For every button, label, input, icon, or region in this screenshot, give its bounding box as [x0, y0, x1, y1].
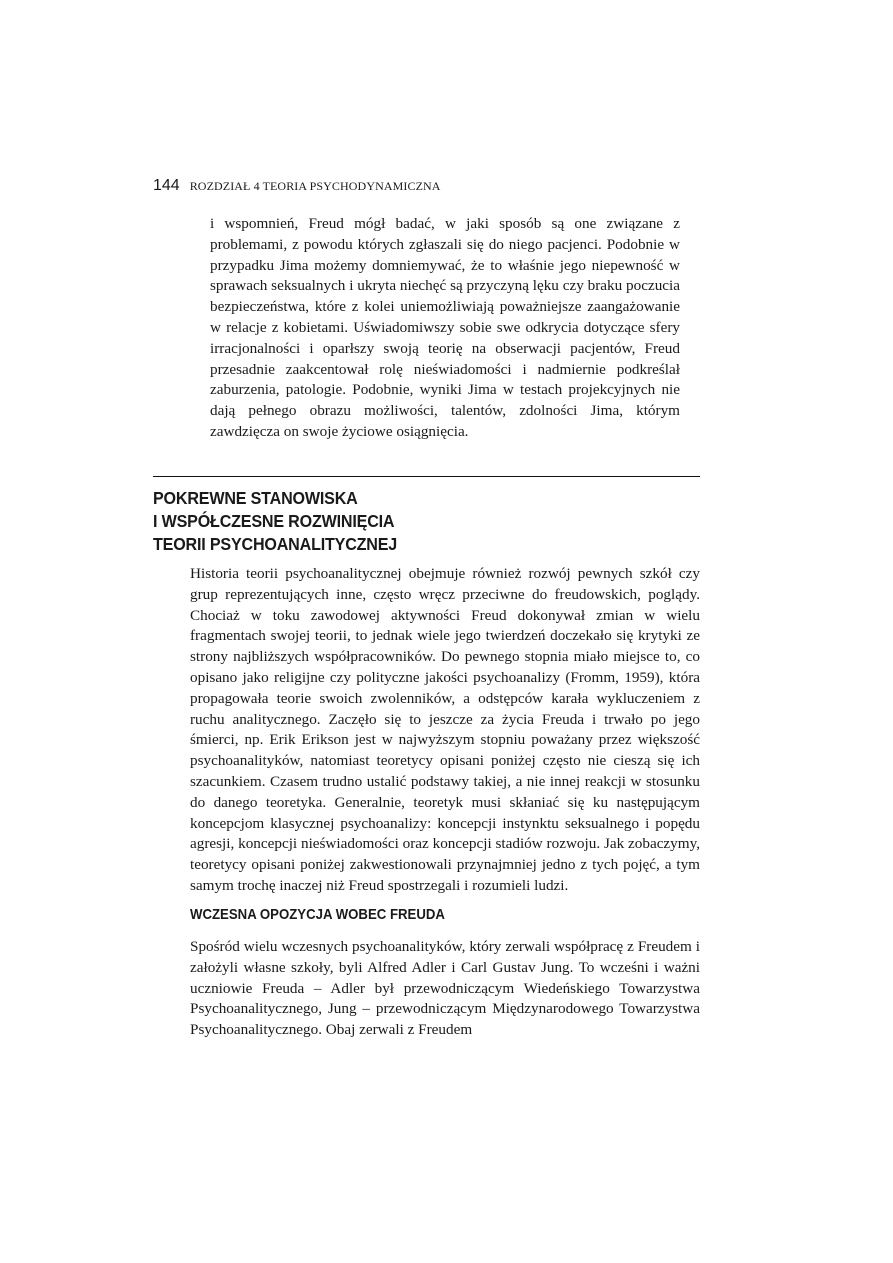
running-head	[153, 176, 441, 196]
page-number: 144	[153, 177, 180, 194]
section-paragraph: Historia teorii psychoanalitycznej obejmuje również rozwój pewnych szkół czy grup reprezentujących inne, często wręcz przeciwne do freudowskich, poglądy. Chociaż w toku zawodowej aktywności Freud dokonywał zmian w wielu fragmentach swojej teorii, to jednak wiele jego twierdzeń doczekało się krytyki ze strony najbliższych współpracowników. Do pewnego stopnia miało miejsce to, co opisano jako religijne czy polityczne jakości psychoanalizy (Fromm, 1959), która propagowała teorie swoich zwolenników, a odstępców karała wykluczeniem z ruchu analitycznego. Zaczęło się to jeszcze za życia Freuda i trwało po jego śmierci, np. Erik Erikson jest w najwyższym stopniu poważany przez większość psychoanalityków, natomiast teoretycy opisani poniżej często nie cieszą się ich szacunkiem. Czasem trudno ustalić podstawy takiej, a nie innej reakcji w stosunku do danego teoretyka. Generalnie, teoretyk musi skłaniać się ku następującym koncepcjom klasycznej psychoanalizy: koncepcji instynktu seksualnego i popędu agresji, koncepcji nieświadomości oraz koncepcji stadiów rozwoju. Jak zobaczymy, teoretycy opisani poniżej zakwestionowali przynajmniej jedno z tych pojęć, a tym samym trochę inaczej niż Freud spostrzegali i rozumieli ludzi.	[190, 565, 700, 894]
section-heading	[153, 487, 397, 556]
section-heading-line: I WSPÓŁCZESNE ROZWINIĘCIA	[153, 511, 395, 531]
subsection-paragraph: Spośród wielu wczesnych psychoanalityków, który zerwali współpracę z Freudem i założyli własne szkoły, byli Alfred Adler i Carl Gustav Jung. To wcześni i ważni uczniowie Freuda – Adler był przewodniczącym Wiedeńskiego Towarzystwa Psychoanalitycznego, Jung – przewodniczącym Międzynarodowego Towarzystwa Psychoanalitycznego. Obaj zerwali z Freudem	[190, 938, 700, 1039]
section-heading-line: TEORII PSYCHOANALITYCZNEJ	[153, 534, 398, 554]
subsection-heading: WCZESNA OPOZYCJA WOBEC FREUDA	[190, 906, 445, 923]
chapter-running-title: ROZDZIAŁ 4 TEORIA PSYCHODYNAMICZNA	[189, 179, 441, 193]
section-divider	[153, 476, 700, 477]
intro-paragraph: i wspomnień, Freud mógł badać, w jaki sposób są one związane z problemami, z powodu których zgłaszali się do niego pacjenci. Podobnie w przypadku Jima możemy domniemywać, że to właśnie jego niepewność w sprawach seksualnych i ukryta niechęć są przyczyną lęku czy braku poczucia bezpieczeństwa, które z kolei uniemożliwiają poważniejsze zaangażowanie w relacje z kobietami. Uświadomiwszy sobie swe odkrycia dotyczące sfery irracjonalności i oparłszy swoją teorię na obserwacji pacjentów, Freud przesadnie zaakcentował rolę nieświadomości i nadmiernie podkreślał zaburzenia, patologie. Podobnie, wyniki Jima w testach projekcyjnych nie dają pełnego obrazu możliwości, talentów, zdolności Jima, którym zawdzięcza on swoje życiowe osiągnięcia.	[210, 215, 680, 440]
section-heading-line: POKREWNE STANOWISKA	[153, 488, 358, 508]
